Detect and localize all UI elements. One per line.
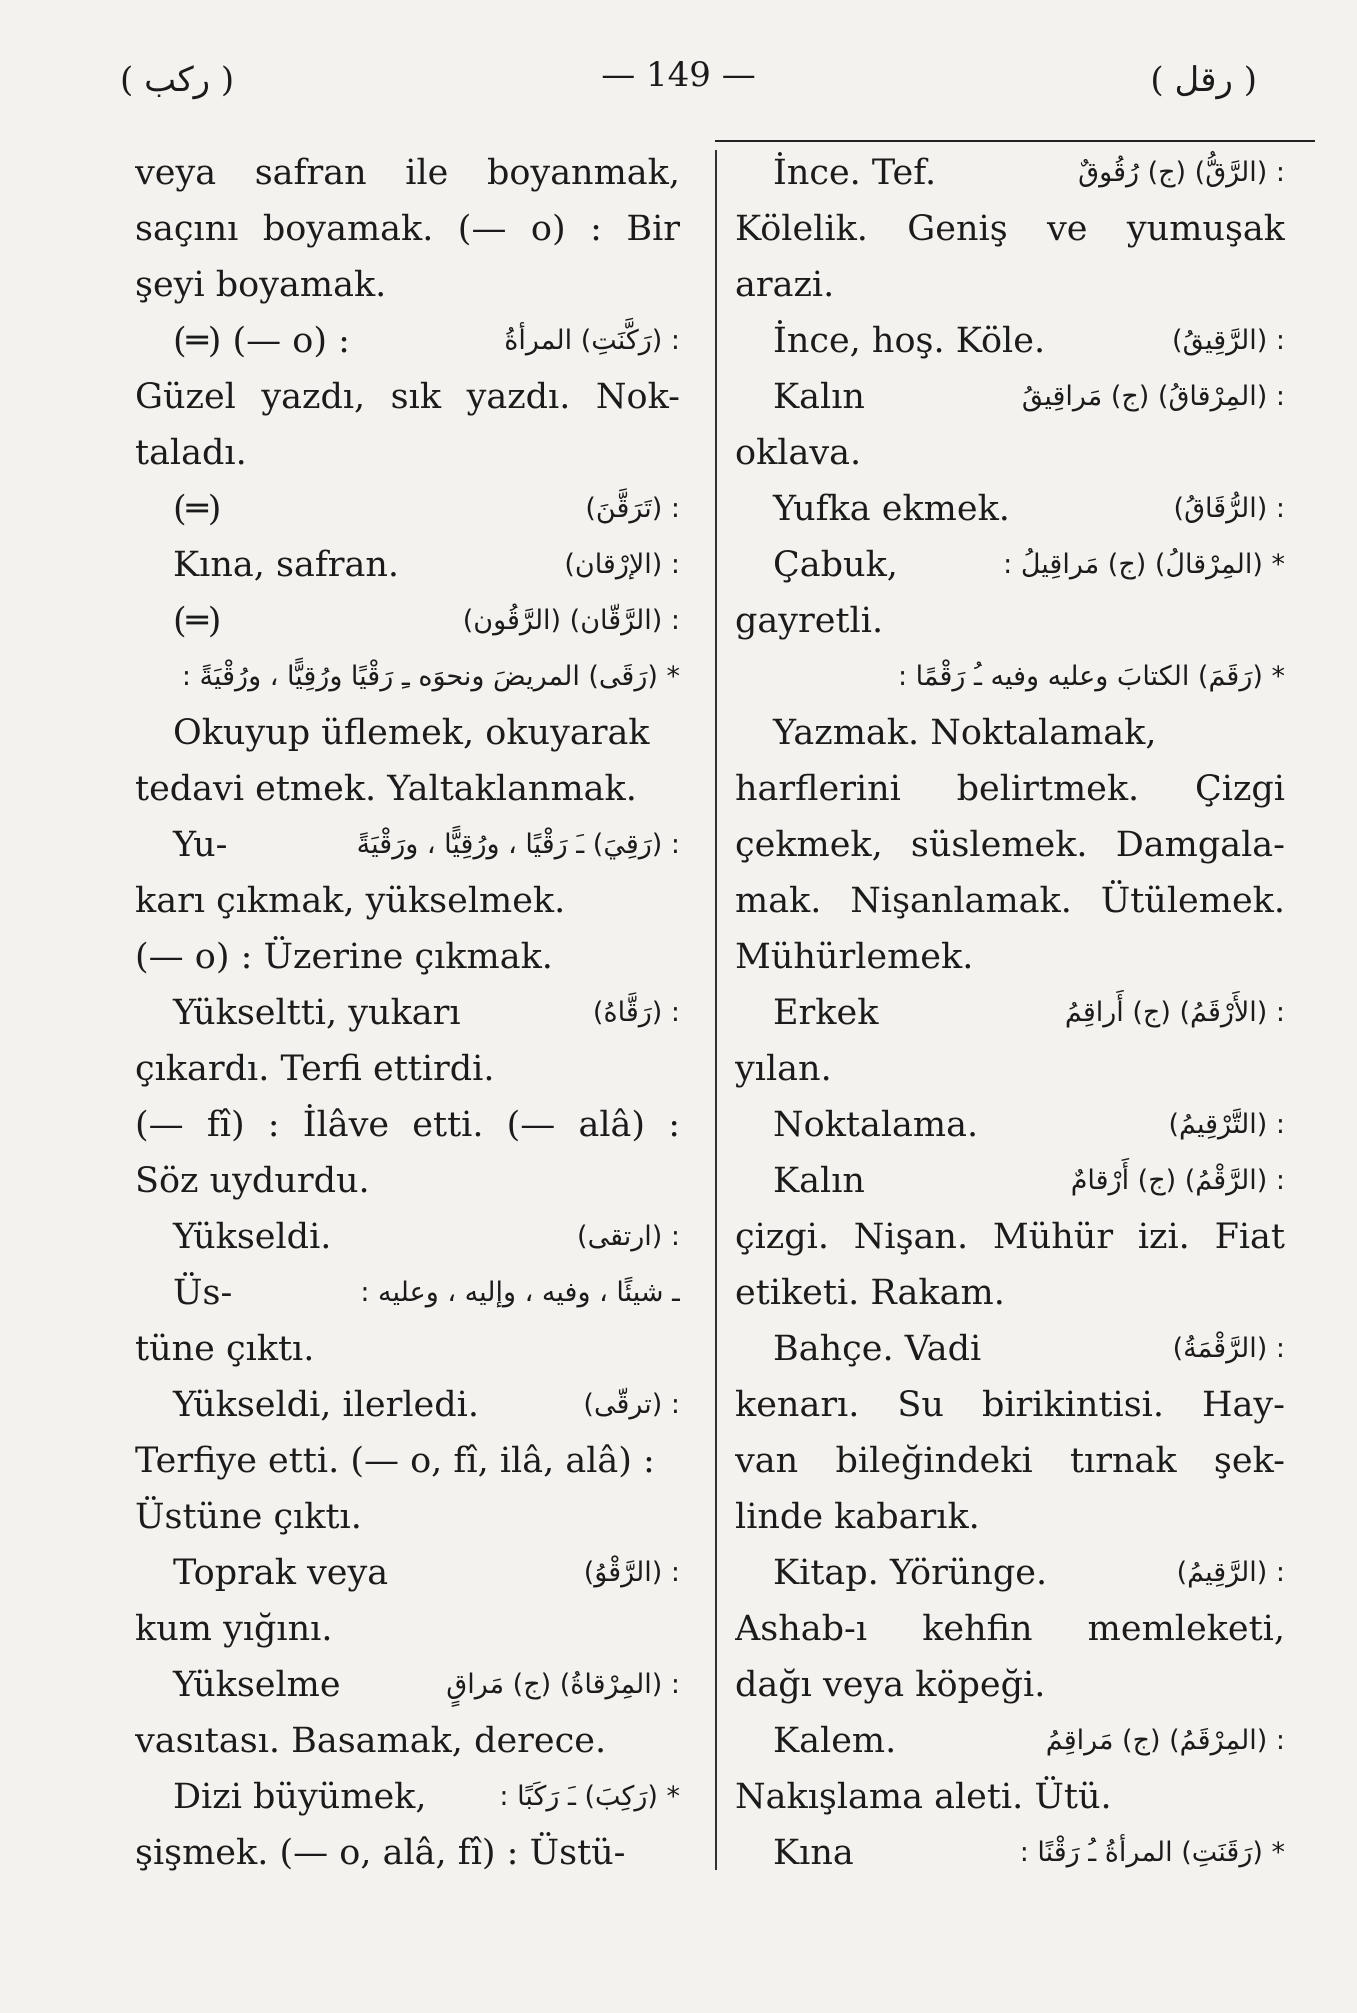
dictionary-line — [135, 1153, 680, 1209]
entry-text: Terfiye etti. (— o, fî, ilâ, alâ) : — [135, 1441, 655, 1481]
dictionary-line — [135, 1825, 680, 1881]
arabic-headword: : (الرَّقّان) (الرَّقُون) — [462, 605, 680, 636]
arabic-headword: * (رَقَنَتِ) المرأةُ ـُ رَقْنًا : — [1019, 1837, 1285, 1868]
dictionary-line — [735, 1769, 1285, 1825]
arabic-headword: : (ترقّى) — [583, 1389, 680, 1420]
entry-text: gayretli. — [735, 601, 884, 641]
entry-text: çizgi. Nişan. Mühür izi. Fiat — [735, 1217, 1285, 1257]
arabic-headword: : (رَكَّنَتِ) المرأةُ — [504, 325, 680, 356]
dictionary-line — [735, 817, 1285, 873]
entry-text: Bahçe. Vadi — [773, 1329, 982, 1369]
dictionary-line — [735, 537, 1285, 593]
entry-text: mak. Nişanlamak. Ütülemek. — [735, 881, 1285, 921]
entry-text: tüne çıktı. — [135, 1329, 315, 1369]
dictionary-line — [735, 1097, 1285, 1153]
entry-text: Söz uydurdu. — [135, 1161, 370, 1201]
entry-text: Yufka ekmek. — [773, 489, 1010, 529]
entry-text: oklava. — [735, 433, 862, 473]
dictionary-line — [735, 985, 1285, 1041]
dictionary-line — [135, 1545, 680, 1601]
dictionary-line — [135, 985, 680, 1041]
arabic-headword: : (الرَّقِيقُ) — [1172, 325, 1285, 356]
entry-text: Ashab-ı kehfin memleketi, — [735, 1609, 1285, 1649]
entry-text: Kalın — [773, 1161, 865, 1201]
entry-text: Yükseldi, ilerledi. — [173, 1385, 479, 1425]
dictionary-line — [135, 761, 680, 817]
dictionary-line — [135, 369, 680, 425]
entry-text: İnce, hoş. Köle. — [773, 321, 1046, 361]
entry-text: kenarı. Su birikintisi. Hay- — [735, 1385, 1285, 1425]
dictionary-line — [135, 1433, 680, 1489]
entry-text: Yu- — [173, 825, 228, 865]
entry-text: çıkardı. Terfi ettirdi. — [135, 1049, 495, 1089]
entry-text: Okuyup üflemek, okuyarak — [173, 713, 650, 753]
column-divider — [715, 150, 717, 1870]
entry-text: arazi. — [735, 265, 835, 305]
right-column — [735, 145, 1285, 1881]
dictionary-line — [735, 929, 1285, 985]
entry-text: vasıtası. Basamak, derece. — [135, 1721, 607, 1761]
dictionary-line — [735, 705, 1285, 761]
entry-text: Güzel yazdı, sık yazdı. Nok- — [135, 377, 680, 417]
entry-text: Nakışlama aleti. Ütü. — [735, 1777, 1112, 1817]
dictionary-line — [135, 1769, 680, 1825]
arabic-headword: : (المِرْقاةُ) (ج) مَراقٍ — [446, 1669, 680, 1700]
dictionary-line — [735, 481, 1285, 537]
entry-text: (═) (— o) : — [173, 321, 350, 361]
dictionary-line — [135, 1265, 680, 1321]
dictionary-line — [735, 201, 1285, 257]
dictionary-line — [135, 1097, 680, 1153]
entry-text: (═) — [173, 489, 222, 529]
entry-text: İnce. Tef. — [773, 153, 937, 193]
arabic-headword: * (رَقَمَ) الكتابَ وعليه وفيه ـُ رَقْمًا : — [897, 661, 1285, 692]
entry-text: Yükseldi. — [173, 1217, 332, 1257]
arabic-headword: : (تَرَقَّنَ) — [585, 493, 680, 524]
entry-text: etiketi. Rakam. — [735, 1273, 1005, 1313]
arabic-headword: : (الرَّقُّ) (ج) رُقُوقٌ — [1078, 157, 1285, 188]
entry-text: Kalın — [773, 377, 865, 417]
header-rule — [715, 140, 1315, 142]
left-column — [135, 145, 680, 1881]
dictionary-line — [135, 1321, 680, 1377]
entry-text: Yükselme — [173, 1665, 341, 1705]
dictionary-line — [735, 873, 1285, 929]
arabic-headword: : (رَقَّاهُ) — [592, 997, 680, 1028]
arabic-headword: : (رَقِيَ) ـَ رَقْيًا ، ورُقِيًّا ، ورَقْيَةً — [356, 829, 680, 860]
dictionary-line — [735, 761, 1285, 817]
dictionary-line — [135, 1209, 680, 1265]
dictionary-line — [135, 1489, 680, 1545]
dictionary-line — [135, 1657, 680, 1713]
arabic-headword: : (المِرْقاقُ) (ج) مَراقِيقُ — [1021, 381, 1285, 412]
arabic-headword: : (الإرْقان) — [564, 549, 680, 580]
dictionary-line — [735, 1377, 1285, 1433]
dictionary-line — [735, 1321, 1285, 1377]
entry-text: karı çıkmak, yükselmek. — [135, 881, 566, 921]
header-left-keyword: ( ركب ) — [120, 60, 235, 100]
arabic-headword: : (الأَرْقَمُ) (ج) أَراقِمُ — [1064, 997, 1285, 1028]
arabic-headword: ـ شيئًا ، وفيه ، وإليه ، وعليه : — [360, 1277, 680, 1308]
dictionary-line — [135, 873, 680, 929]
entry-text: Noktalama. — [773, 1105, 979, 1145]
entry-text: (═) — [173, 601, 222, 641]
dictionary-line — [135, 425, 680, 481]
entry-text: kum yığını. — [135, 1609, 333, 1649]
dictionary-line — [735, 313, 1285, 369]
entry-text: van bileğindeki tırnak şek- — [735, 1441, 1285, 1481]
dictionary-line — [735, 425, 1285, 481]
dictionary-line — [735, 593, 1285, 649]
entry-text: Çabuk, — [773, 545, 898, 585]
dictionary-line — [735, 1657, 1285, 1713]
entry-text: (— o) : Üzerine çıkmak. — [135, 937, 553, 977]
dictionary-line — [135, 705, 680, 761]
entry-text: yılan. — [735, 1049, 832, 1089]
dictionary-line — [135, 537, 680, 593]
dictionary-line — [135, 481, 680, 537]
dictionary-line — [135, 313, 680, 369]
dictionary-line — [735, 1153, 1285, 1209]
dictionary-line — [135, 929, 680, 985]
arabic-headword: * (المِرْقالُ) (ج) مَراقِيلُ : — [1003, 549, 1285, 580]
dictionary-line — [735, 369, 1285, 425]
dictionary-line — [735, 1041, 1285, 1097]
dictionary-line — [735, 257, 1285, 313]
dictionary-line — [135, 201, 680, 257]
entry-text: Üs- — [173, 1273, 233, 1313]
entry-text: Kalem. — [773, 1721, 897, 1761]
arabic-headword: : (الرَّقِيمُ) — [1176, 1557, 1285, 1588]
entry-text: linde kabarık. — [735, 1497, 980, 1537]
arabic-headword: * (رَكِبَ) ـَ رَكَبًا : — [499, 1781, 680, 1812]
entry-text: Üstüne çıktı. — [135, 1497, 362, 1537]
dictionary-line — [735, 1209, 1285, 1265]
dictionary-line — [135, 1601, 680, 1657]
entry-text: Kitap. Yörünge. — [773, 1553, 1048, 1593]
dictionary-line — [735, 1265, 1285, 1321]
entry-text: çekmek, süslemek. Damgala- — [735, 825, 1285, 865]
arabic-headword: : (التَّرْقِيمُ) — [1168, 1109, 1285, 1140]
entry-text: taladı. — [135, 433, 247, 473]
entry-text: veya safran ile boyanmak, — [135, 153, 680, 193]
entry-text: Yazmak. Noktalamak, — [773, 713, 1157, 753]
arabic-headword: : (الرَّقْوُ) — [583, 1557, 680, 1588]
page-number: — 149 — — [601, 55, 756, 95]
dictionary-line — [135, 649, 680, 705]
arabic-headword: : (ارتقى) — [577, 1221, 680, 1252]
arabic-headword: : (الرُّقَاقُ) — [1173, 493, 1285, 524]
entry-text: Mühürlemek. — [735, 937, 974, 977]
dictionary-line — [735, 1601, 1285, 1657]
dictionary-line — [135, 145, 680, 201]
dictionary-line — [135, 1041, 680, 1097]
entry-text: şeyi boyamak. — [135, 265, 387, 305]
dictionary-line — [735, 1545, 1285, 1601]
dictionary-line — [735, 1713, 1285, 1769]
arabic-headword: : (الرَّقْمُ) (ج) أَرْقامٌ — [1070, 1165, 1285, 1196]
dictionary-line — [735, 145, 1285, 201]
entry-text: şişmek. (— o, alâ, fî) : Üstü- — [135, 1833, 626, 1873]
dictionary-line — [135, 817, 680, 873]
dictionary-line — [735, 1825, 1285, 1881]
dictionary-line — [135, 1377, 680, 1433]
arabic-headword: : (المِرْقَمُ) (ج) مَراقِمُ — [1045, 1725, 1285, 1756]
entry-text: harflerini belirtmek. Çizgi — [735, 769, 1285, 809]
entry-text: Kına, safran. — [173, 545, 400, 585]
entry-text: dağı veya köpeği. — [735, 1665, 1046, 1705]
entry-text: tedavi etmek. Yaltaklanmak. — [135, 769, 637, 809]
entry-text: (— fî) : İlâve etti. (— alâ) : — [135, 1105, 680, 1145]
dictionary-line — [135, 257, 680, 313]
dictionary-line — [735, 1433, 1285, 1489]
header-right-keyword: ( رقل ) — [1150, 60, 1257, 100]
dictionary-line — [135, 1713, 680, 1769]
entry-text: Yükseltti, yukarı — [173, 993, 461, 1033]
entry-text: Toprak veya — [173, 1553, 389, 1593]
dictionary-line — [735, 649, 1285, 705]
dictionary-line — [735, 1489, 1285, 1545]
dictionary-line — [135, 593, 680, 649]
arabic-headword: * (رَقَى) المريضَ ونحوَه ـِ رَقْيًا ورُقِيًّا ، ورُقْيَةً : — [181, 661, 680, 692]
entry-text: Erkek — [773, 993, 879, 1033]
arabic-headword: : (الرَّقْمَةُ) — [1172, 1333, 1285, 1364]
entry-text: Kölelik. Geniş ve yumuşak — [735, 209, 1285, 249]
entry-text: Kına — [773, 1833, 854, 1873]
entry-text: Dizi büyümek, — [173, 1777, 427, 1817]
entry-text: saçını boyamak. (— o) : Bir — [135, 209, 680, 249]
